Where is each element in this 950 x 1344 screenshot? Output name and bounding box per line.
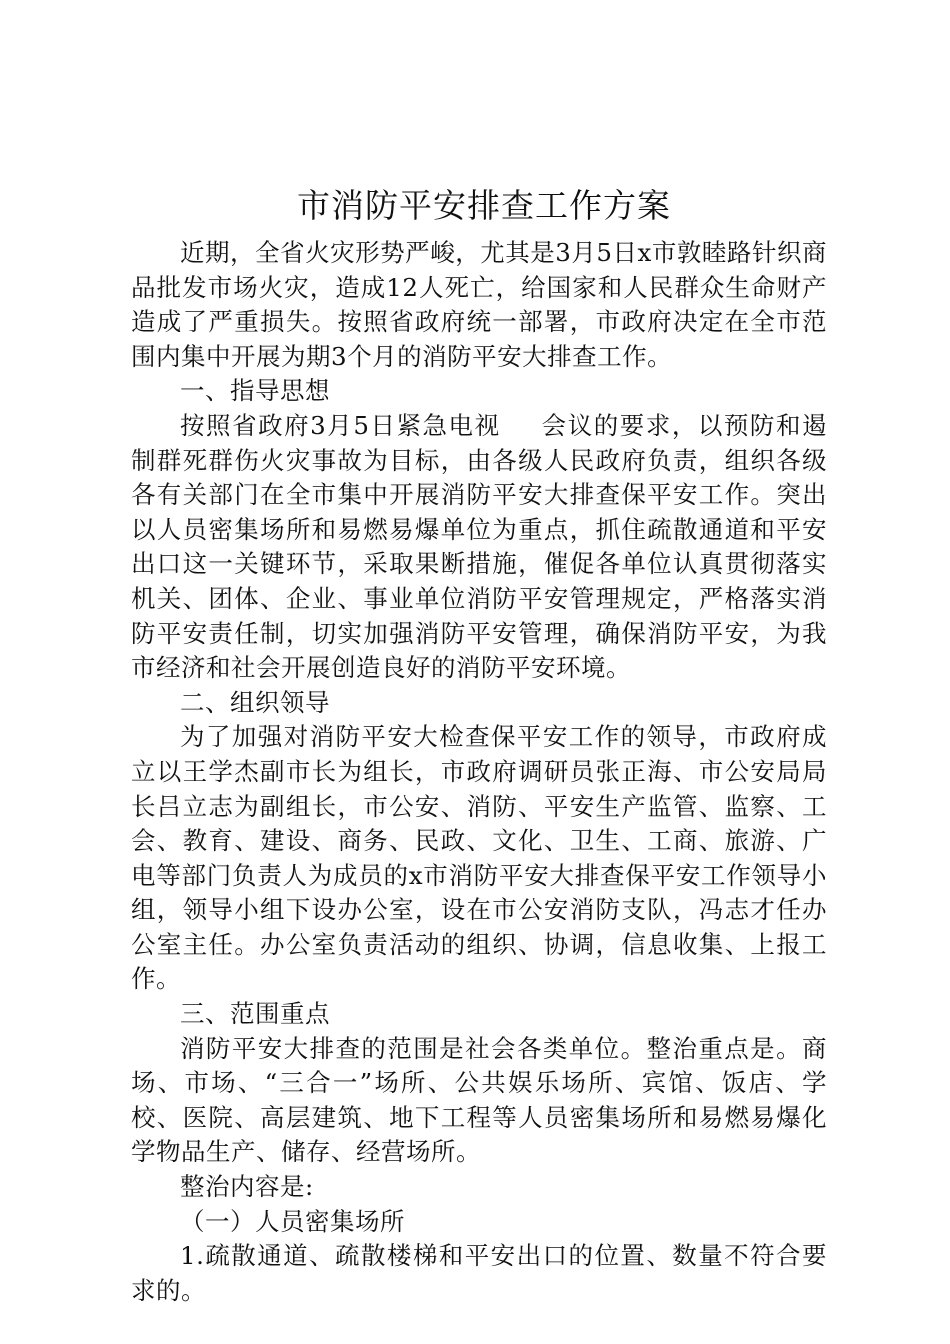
list-item: 1.疏散通道、疏散楼梯和平安出口的位置、数量不符合要求的。 xyxy=(131,1241,827,1305)
content-heading: 整治内容是: xyxy=(180,1172,314,1202)
section-heading-organization: 二、组织领导 xyxy=(180,687,330,717)
section-heading-scope: 三、范围重点 xyxy=(180,999,330,1029)
document-title: 市消防平安排查工作方案 xyxy=(297,186,671,225)
guiding-ideology-lead: 按照省政府3月5日紧急电视 xyxy=(180,410,501,440)
intro-paragraph: 近期，全省火灾形势严峻，尤其是3月5日x市敦睦路针织商品批发市场火灾，造成12人死亡，给国家和人民群众生命财产造成了严重损失。按照省政府统一部署，市政府决定在全市范围内集中开展为期3个月的消防平安大排查工作。 xyxy=(131,238,827,371)
scope-paragraph: 消防平安大排查的范围是社会各类单位。整治重点是。商场、市场、“三合一”场所、公共娱乐场所、宾馆、饭店、学校、医院、高层建筑、地下工程等人员密集场所和易燃易爆化学物品生产、储存、经营场所。 xyxy=(131,1033,827,1167)
guiding-ideology-paragraph xyxy=(131,409,827,686)
document-body xyxy=(131,178,827,1308)
organization-paragraph: 为了加强对消防平安大检查保平安工作的领导，市政府成立以王学杰副市长为组长，市政府调研员张正海、市公安局局长吕立志为副组长，市公安、消防、平安生产监管、监察、工会、教育、建设、商务、民政、文化、卫生、工商、旅游、广电等部门负责人为成员的x市消防平安大排查保平安工作领导小组，领导小组下设办公室，设在市公安消防支队，冯志才任办公室主任。办公室负责活动的组织、协调，信息收集、上报工作。 xyxy=(131,722,827,994)
guiding-ideology-text: 会议的要求，以预防和遏制群死群伤火灾事故为目标，由各级人民政府负责，组织各级各有关部门在全市集中开展消防平安大排查保平安工作。突出以人员密集场所和易燃易爆单位为重点，抓住疏散通道和平安出口这一关键环节，采取果断措施，催促各单位认真贯彻落实机关、团体、企业、事业单位消防平安管理规定，严格落实消防平安责任制，切实加强消防平安管理，确保消防平安，为我市经济和社会开展创造良好的消防平安环境。 xyxy=(131,410,827,683)
subsection-heading-crowded-places: （一）人员密集场所 xyxy=(180,1206,405,1236)
section-heading-guiding-ideology: 一、指导思想 xyxy=(180,376,330,406)
